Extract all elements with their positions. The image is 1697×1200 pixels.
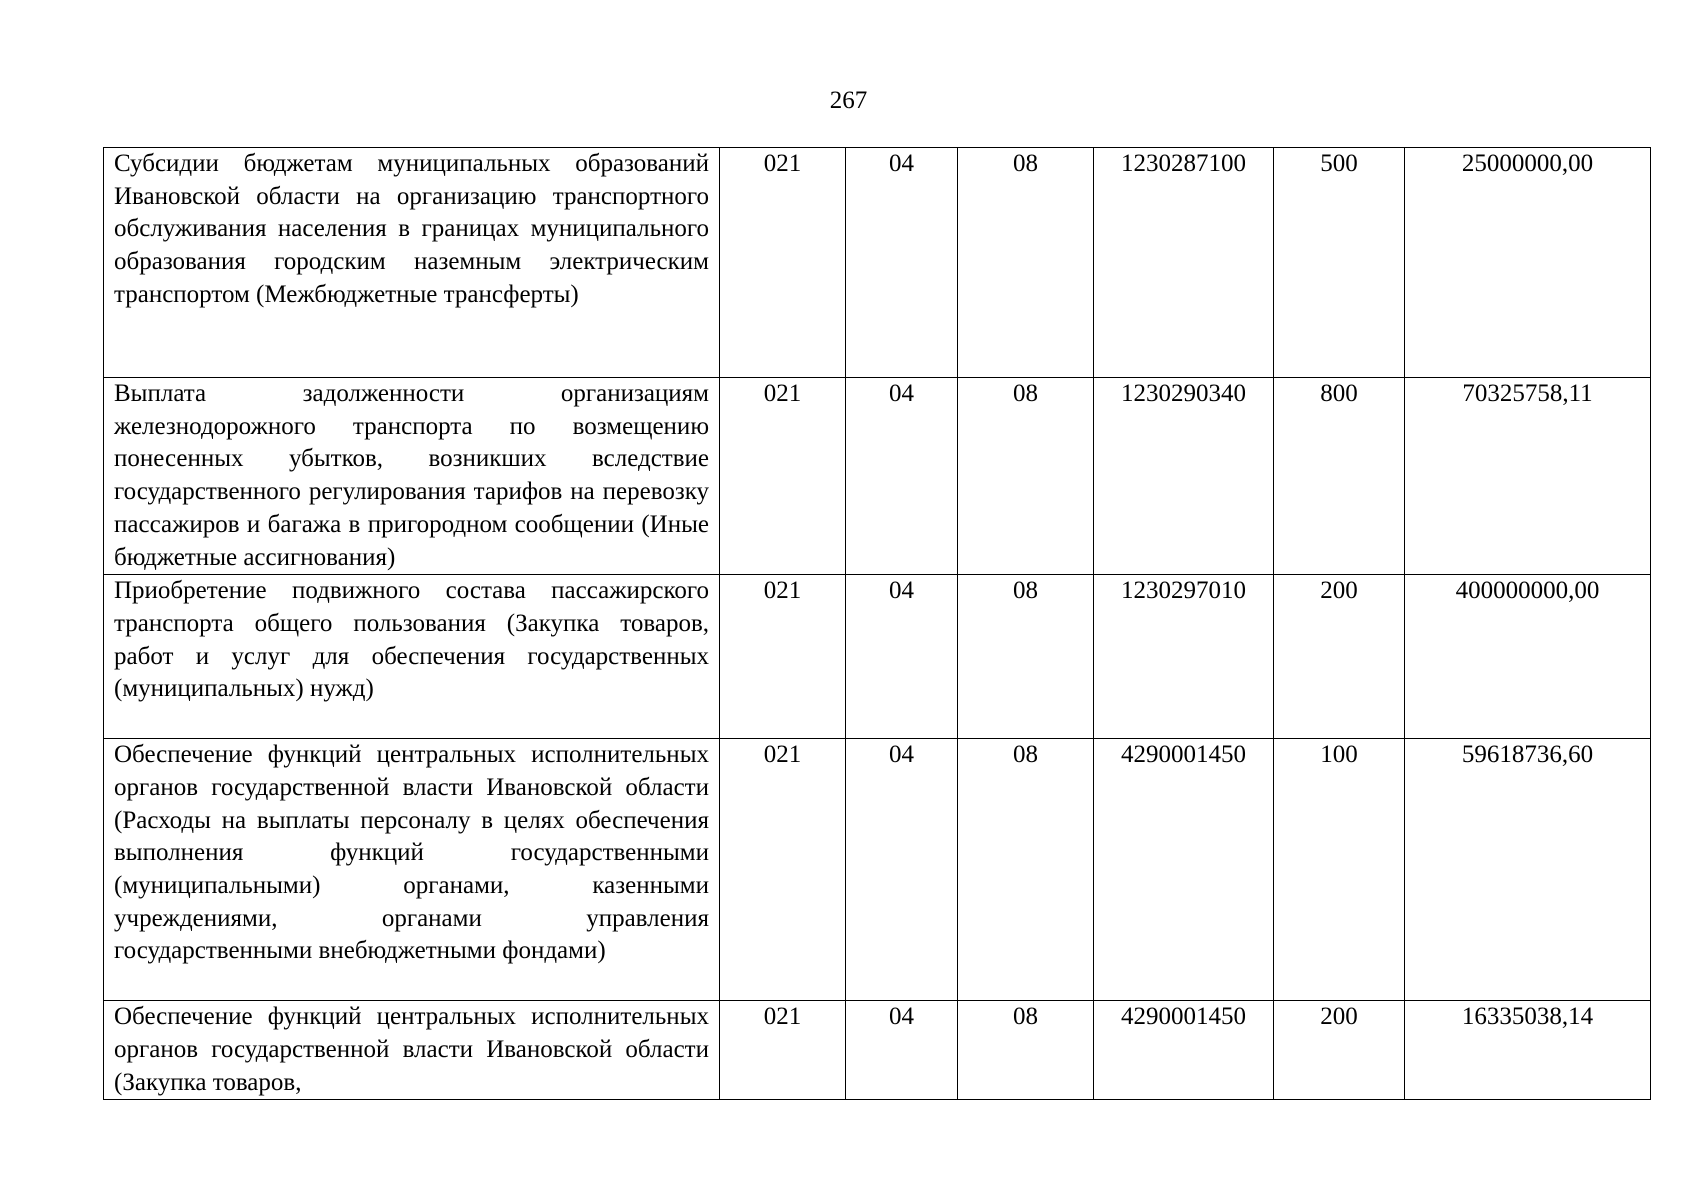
- target-article-cell: 4290001450: [1094, 739, 1274, 1001]
- expense-type-cell: 500: [1274, 148, 1405, 378]
- subsection-cell: 08: [958, 378, 1094, 575]
- amount-cell: 16335038,14: [1405, 1001, 1651, 1100]
- target-article-cell: 4290001450: [1094, 1001, 1274, 1100]
- ministry-code-cell: 021: [720, 148, 846, 378]
- ministry-code-cell: 021: [720, 739, 846, 1001]
- page-number: 267: [829, 87, 868, 114]
- section-cell: 04: [846, 739, 958, 1001]
- section-cell: 04: [846, 575, 958, 739]
- expense-type-cell: 200: [1274, 575, 1405, 739]
- table-row: [104, 739, 1651, 1001]
- section-cell: 04: [846, 1001, 958, 1100]
- table-row: [104, 378, 1651, 575]
- target-article-cell: 1230297010: [1094, 575, 1274, 739]
- section-cell: 04: [846, 148, 958, 378]
- description-cell: Приобретение подвижного состава пассажирского транспорта общего пользования (Закупка товаров, работ и услуг для обеспечения государственных (муниципальных) нужд): [104, 575, 720, 739]
- ministry-code-cell: 021: [720, 378, 846, 575]
- amount-cell: 25000000,00: [1405, 148, 1651, 378]
- ministry-code-cell: 021: [720, 575, 846, 739]
- section-cell: 04: [846, 378, 958, 575]
- expense-type-cell: 200: [1274, 1001, 1405, 1100]
- description-cell: Обеспечение функций центральных исполнительных органов государственной власти Ивановской области (Расходы на выплаты персоналу в целях обеспечения выполнения функций государственными (муниципальными) органами, казенными учреждениями, органами управления государственными внебюджетными фондами): [104, 739, 720, 1001]
- table-row: [104, 1001, 1651, 1100]
- subsection-cell: 08: [958, 1001, 1094, 1100]
- expense-type-cell: 800: [1274, 378, 1405, 575]
- table-row: [104, 148, 1651, 378]
- table-row: [104, 575, 1651, 739]
- description-cell: Обеспечение функций центральных исполнительных органов государственной власти Ивановской области (Закупка товаров,: [104, 1001, 720, 1100]
- subsection-cell: 08: [958, 739, 1094, 1001]
- subsection-cell: 08: [958, 575, 1094, 739]
- description-cell: Выплата задолженности организациям железнодорожного транспорта по возмещению понесенных убытков, возникших вследствие государственного регулирования тарифов на перевозку пассажиров и багажа в пригородном сообщении (Иные бюджетные ассигнования): [104, 378, 720, 575]
- subsection-cell: 08: [958, 148, 1094, 378]
- expense-type-cell: 100: [1274, 739, 1405, 1001]
- description-cell: Субсидии бюджетам муниципальных образований Ивановской области на организацию транспортного обслуживания населения в границах муниципального образования городским наземным электрическим транспортом (Межбюджетные трансферты): [104, 148, 720, 378]
- amount-cell: 400000000,00: [1405, 575, 1651, 739]
- budget-table: [103, 147, 1651, 1100]
- target-article-cell: 1230290340: [1094, 378, 1274, 575]
- amount-cell: 70325758,11: [1405, 378, 1651, 575]
- amount-cell: 59618736,60: [1405, 739, 1651, 1001]
- ministry-code-cell: 021: [720, 1001, 846, 1100]
- target-article-cell: 1230287100: [1094, 148, 1274, 378]
